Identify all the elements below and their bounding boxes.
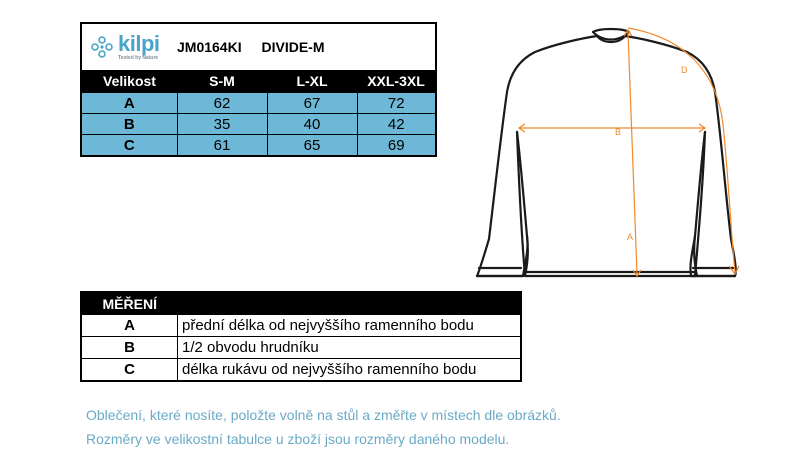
table-cell: 61 <box>177 135 267 157</box>
size-header-2: XXL-3XL <box>357 70 436 93</box>
measurement-description: délka rukávu od nejvyššího ramenního bodu <box>178 359 522 382</box>
table-row <box>81 337 521 359</box>
table-cell: 69 <box>357 135 436 157</box>
measurement-label: C <box>81 359 178 382</box>
table-cell: 42 <box>357 114 436 135</box>
sweater-diagram <box>455 14 755 286</box>
table-cell: 72 <box>357 93 436 114</box>
measurement-label: A <box>81 315 178 337</box>
size-table-column-headers <box>81 70 436 93</box>
product-title <box>177 23 436 70</box>
table-row <box>81 114 436 135</box>
note-line-2: Rozměry ve velikostní tabulce u zboží jsou rozměry daného modelu. <box>86 431 510 447</box>
table-row <box>81 359 521 382</box>
table-row <box>81 93 436 114</box>
measurement-title: MĚŘENÍ <box>81 292 178 315</box>
table-cell: 65 <box>267 135 357 157</box>
row-label: B <box>81 114 177 135</box>
brand-logo <box>90 33 177 61</box>
size-header-label: Velikost <box>81 70 177 93</box>
measurement-title-row <box>81 292 521 315</box>
brand-tagline: Tested by Nature <box>118 55 159 61</box>
size-header-0: S-M <box>177 70 267 93</box>
size-table-header-row <box>81 23 436 70</box>
table-row <box>81 315 521 337</box>
diagram-label-d: D <box>681 65 688 75</box>
note-line-1: Oblečení, které nosíte, položte volně na stůl a změřte v místech dle obrázků. <box>86 407 561 423</box>
sweater-outline <box>477 29 736 276</box>
measurement-description: přední délka od nejvyššího ramenního bodu <box>178 315 522 337</box>
table-cell: 40 <box>267 114 357 135</box>
table-row <box>81 135 436 157</box>
brand-name: kilpi <box>118 31 160 56</box>
diagram-label-a: A <box>627 232 634 242</box>
row-label: A <box>81 93 177 114</box>
table-cell: 67 <box>267 93 357 114</box>
table-cell: 62 <box>177 93 267 114</box>
row-label: C <box>81 135 177 157</box>
measurement-label: B <box>81 337 178 359</box>
measurement-table <box>80 291 522 382</box>
diagram-label-b: B <box>615 127 622 137</box>
brand-cell <box>81 23 177 70</box>
table-cell: 35 <box>177 114 267 135</box>
size-header-1: L-XL <box>267 70 357 93</box>
measurement-title-spacer <box>178 292 522 315</box>
size-table <box>80 22 437 157</box>
snowflake-logo-icon <box>90 35 114 59</box>
product-model: DIVIDE-M <box>261 39 325 55</box>
product-code: JM0164KI <box>177 39 242 55</box>
measurement-description: 1/2 obvodu hrudníku <box>178 337 522 359</box>
